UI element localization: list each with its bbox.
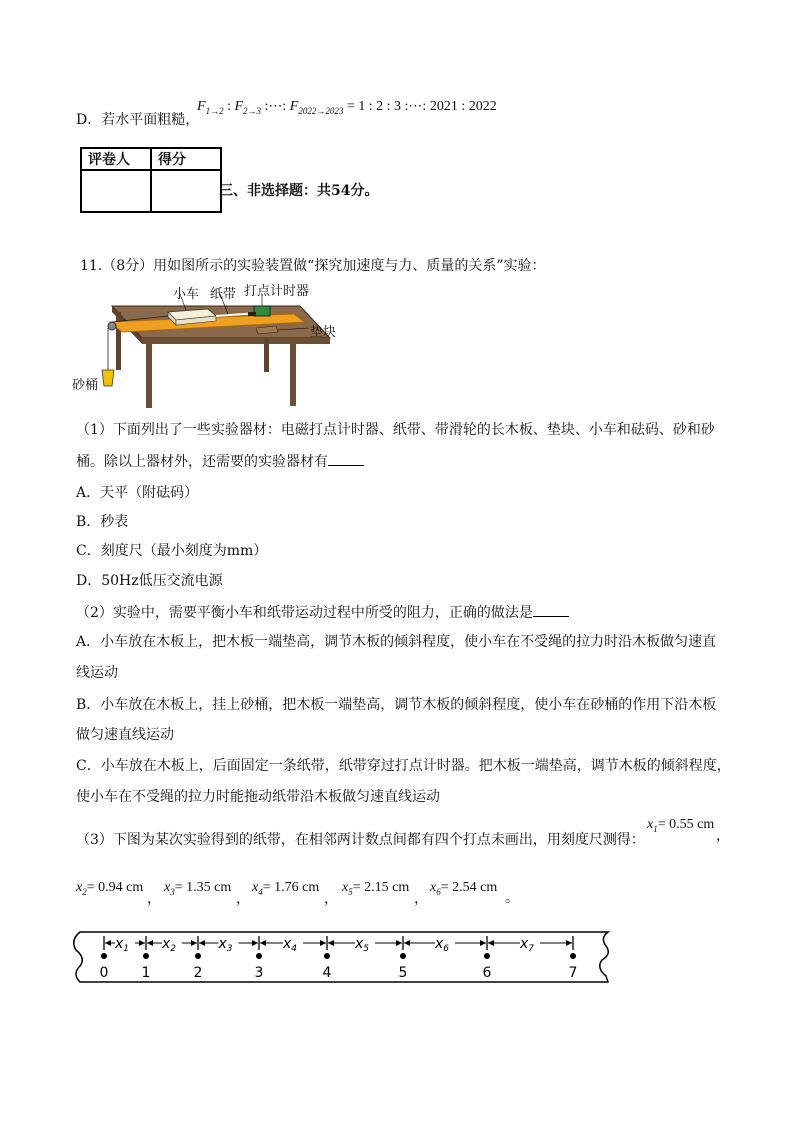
formula-f1: F [197,99,206,114]
score-cell[interactable] [151,170,221,212]
part1-option-a: A．天平（附砝码） [76,485,199,501]
measurement-sub: 5 [348,886,353,897]
measurement-x3 [164,880,231,897]
formula-f2: F [234,99,244,114]
table-leg [264,338,269,372]
measurement-value: = 0.55 cm [657,817,715,832]
part2-stem-text: （2）实验中，需要平衡小车和纸带运动过程中所受的阻力，正确的做法是 [76,605,533,621]
table-edge-front [142,338,330,344]
measurement-symbol: x [76,880,83,895]
comma: ， [147,891,161,907]
measurement-x5 [342,880,409,897]
segment-subscript: 1 [123,944,130,954]
answer-blank[interactable] [533,602,569,617]
measurement-x1 [647,817,714,834]
segment-label: $x_6$ [434,936,450,954]
comma: ， [236,891,250,907]
segment-subscript: 5 [363,944,370,954]
measurement-symbol: x [430,880,437,895]
segment-label: $x_4$ [282,936,298,954]
measurement-x2 [76,880,143,897]
measurement-value: = 1.35 cm [174,880,232,895]
option-d-prefix: D．若水平面粗糙， [76,112,200,128]
part1-option-c: C．刻度尺（最小刻度为mm） [76,543,268,559]
segment-subscript: 6 [443,944,450,954]
count-point [570,953,576,959]
measurement-sub: 6 [436,886,441,897]
segment-subscript: 4 [291,944,298,954]
label-timer: 打点计时器 [244,284,310,299]
part2-b-line1: B．小车放在木板上，挂上砂桶，把木板一端垫高，调节木板的倾斜程度，使小车在砂桶的作用下沿木板 [76,697,717,713]
sand-bucket [102,370,114,386]
comma: ， [324,891,338,907]
table-leg [290,344,296,406]
part2-c-line1: C．小车放在木板上，后面固定一条纸带，纸带穿过打点计时器。把木板一端垫高，调节木板的倾斜程度， [76,758,731,774]
option-d-formula: $F_{1\to 2}$ : $F_{2\to 3}$ :⋯: $F_{2022\to 2023} = 1$ : 2 : 3 :⋯: 2021 : 2022 [197,99,497,116]
count-point [324,953,330,959]
part1-option-d: D．50Hz低压交流电源 [76,573,223,589]
measurement-sub: 2 [82,886,87,897]
measurement-value: = 0.94 cm [86,880,144,895]
count-point [256,953,262,959]
measurement-sub: 3 [170,886,175,897]
measurement-symbol: x [647,817,654,832]
measurement-symbol: x [164,880,171,895]
point-label: 4 [322,965,332,981]
label-block: 垫块 [310,325,337,340]
part2-c-line2: 使小车在不受绳的拉力时能拖动纸带沿木板做匀速直线运动 [76,789,440,805]
label-bucket: 砂桶 [72,378,99,393]
formula-dots: :⋯: [261,99,290,114]
point-label: 2 [193,965,203,981]
point-label: 1 [141,965,151,981]
segment-subscript: 7 [528,944,535,954]
timer-clip [248,312,256,316]
part2-stem [76,602,569,623]
part1-option-b: B．秒表 [76,514,129,530]
measurement-x4 [252,880,319,897]
segment-label: $x_7$ [519,936,535,954]
formula-f2-sub: 2→3 [243,105,262,116]
segment-label: $x_1$ [114,936,130,954]
timer [254,306,270,316]
point-label: 7 [568,965,578,981]
measurement-symbol: x [342,880,349,895]
segment-subscript: 3 [226,944,233,954]
pulley [108,322,116,330]
comma: ， [716,828,730,844]
measurement-sub: 1 [653,823,658,834]
measurement-symbol: x [252,880,259,895]
q11-intro: 11.（8分）用如图所示的实验装置做“探究加速度与力、质量的关系”实验： [80,258,546,274]
section-heading: 三、非选择题：共54分。 [219,183,379,199]
grade-table [80,147,222,213]
measurement-value: = 2.54 cm [440,880,498,895]
point-label: 0 [99,965,109,981]
period: 。 [505,890,519,906]
formula-f1-sub: 1→2 [205,105,224,116]
measurement-x6 [430,880,497,897]
part2-a-line1: A．小车放在木板上，把木板一端垫高，调节木板的倾斜程度，使小车在不受绳的拉力时沿木板做匀速直 [76,634,717,650]
count-point [143,953,149,959]
part3-stem: （3）下图为某次实验得到的纸带，在相邻两计数点间都有四个打点未画出，用刻度尺测得： [76,832,645,848]
label-tape: 纸带 [210,287,237,302]
measurement-value: = 1.76 cm [262,880,320,895]
part1-line2 [76,451,364,472]
point-label: 3 [254,965,264,981]
formula-rhs: = 1 : 2 : 3 :⋯: 2021 : 2022 [343,99,497,114]
reviewer-cell[interactable] [81,170,151,212]
score-header: 得分 [151,148,221,170]
comma: ， [414,891,428,907]
label-cart: 小车 [173,287,200,302]
reviewer-header: 评卷人 [81,148,151,170]
count-point [101,953,107,959]
segment-label: $x_5$ [354,936,370,954]
table-leg [116,312,121,370]
count-point [484,953,490,959]
answer-blank[interactable] [328,451,364,466]
count-point [195,953,201,959]
part1-line1: （1）下面列出了一些实验器材：电磁打点计时器、纸带、带滑轮的长木板、垫块、小车和砝码、砂和砂 [76,422,715,438]
point-label: 5 [398,965,408,981]
part1-line2-text: 桶。除以上器材外，还需要的实验器材有 [76,454,328,470]
segment-label: $x_3$ [218,936,233,954]
part2-b-line2: 做匀速直线运动 [76,727,174,743]
count-point [400,953,406,959]
part2-a-line2: 线运动 [76,665,118,681]
segment-label: $x_2$ [161,936,177,954]
formula-f3: F [289,99,299,114]
segment-subscript: 2 [170,944,177,954]
measurement-sub: 4 [258,886,263,897]
formula-f3-sub: 2022→2023 [298,105,344,116]
point-label: 6 [482,965,492,981]
measurement-value: = 2.15 cm [352,880,410,895]
table-leg [146,344,152,408]
paper-tape-diagram [70,926,620,988]
